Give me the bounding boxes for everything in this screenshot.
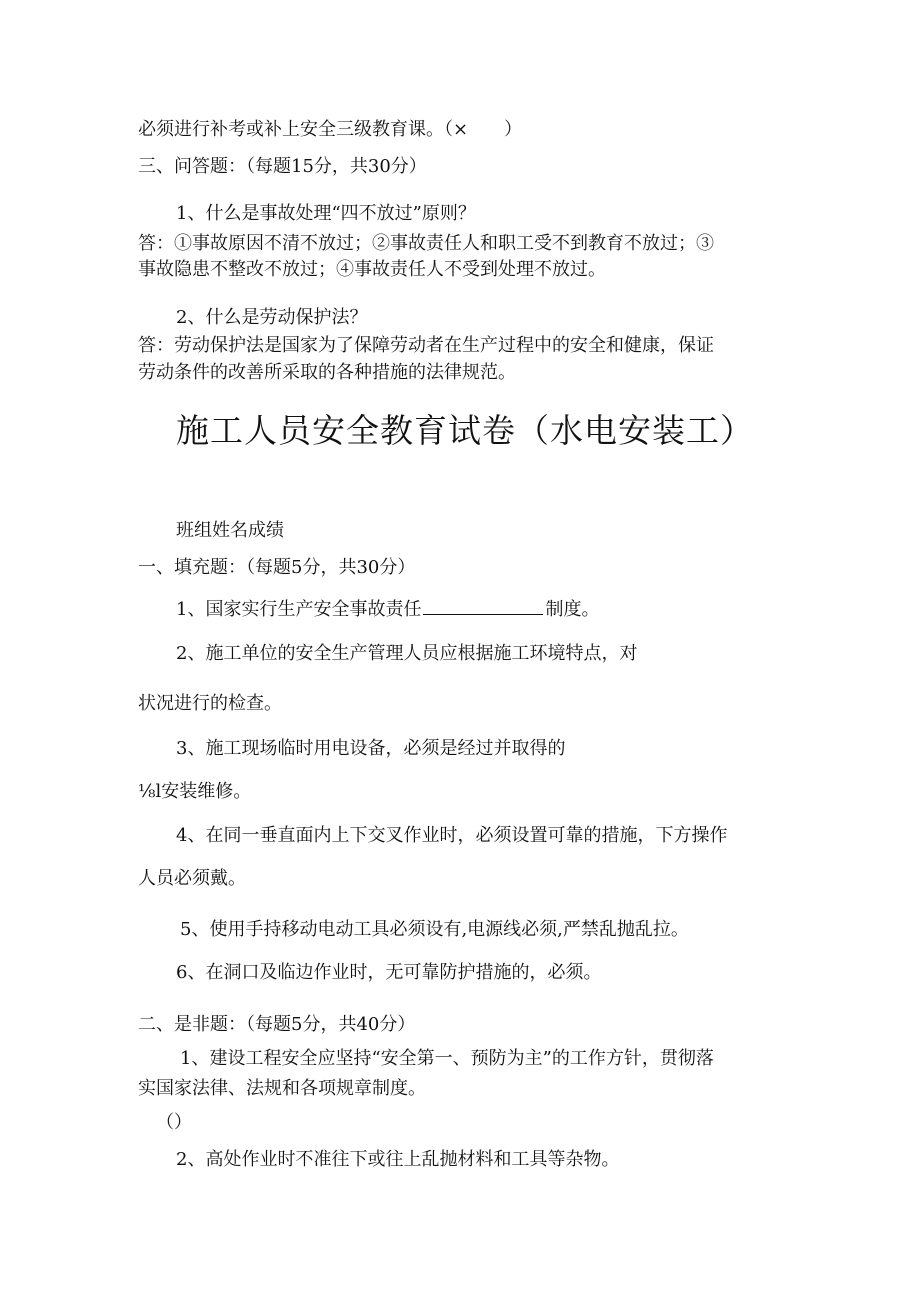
- true-false-question-1-line-1: 1、建设工程安全应坚持“安全第一、预防为主”的工作方针，贯彻落: [180, 1048, 714, 1069]
- section-three-heading: 三、问答题：（每题15分，共30分）: [138, 156, 427, 177]
- exam-title: 施工人员安全教育试卷（水电安装工）: [176, 411, 754, 450]
- question-2: 2、什么是劳动保护法？: [176, 307, 368, 328]
- true-false-question-2: 2、高处作业时不准往下或往上乱抛材料和工具等杂物。: [176, 1149, 620, 1170]
- answer-2-line-2: 劳动条件的改善所采取的各种措施的法律规范。: [138, 362, 516, 383]
- fill-question-6: 6、在洞口及临边作业时，无可靠防护措施的，必须。: [176, 962, 602, 983]
- answer-1-line-2: 事故隐患不整改不放过；④事故责任人不受到处理不放过。: [138, 259, 606, 280]
- fill-question-1-suffix: 制度。: [545, 599, 600, 620]
- fill-question-5: 5、使用手持移动电动工具必须设有,电源线必须,严禁乱抛乱拉。: [180, 919, 689, 940]
- class-name-score-line: 班组姓名成绩: [176, 520, 284, 541]
- answer-2-line-1: 答：劳动保护法是国家为了保障劳动者在生产过程中的安全和健康，保证: [138, 335, 714, 356]
- fill-question-4-line-2: 人员必须戴。: [138, 868, 246, 889]
- fill-question-1-text: 1、国家实行生产安全事故责任: [176, 599, 422, 620]
- question-1: 1、什么是事故处理“四不放过”原则？: [176, 203, 476, 224]
- fill-question-2-line-1: 2、施工单位的安全生产管理人员应根据施工环境特点，对: [176, 643, 638, 664]
- section-two-heading: 二、是非题：（每题5分，共40分）: [138, 1014, 416, 1035]
- answer-1-line-1: 答：①事故原因不清不放过；②事故责任人和职工受不到教育不放过；③: [138, 233, 714, 254]
- true-false-question-1-line-2: 实国家法律、法规和各项规章制度。: [138, 1078, 426, 1099]
- answer-parentheses: （）: [156, 1112, 192, 1133]
- section-one-heading: 一、填充题：（每题5分，共30分）: [138, 557, 416, 578]
- fill-question-2-line-2: 状况进行的检查。: [138, 693, 282, 714]
- fill-question-4-line-1: 4、在同一垂直面内上下交叉作业时，必须设置可靠的措施，下方操作: [176, 825, 728, 846]
- answer-blank[interactable]: [423, 598, 543, 615]
- fill-question-1: [176, 598, 599, 622]
- fill-question-3-line-1: 3、施工现场临时用电设备，必须是经过并取得的: [176, 738, 566, 759]
- makeup-exam-statement: 必须进行补考或补上安全三级教育课。（× ）: [138, 119, 523, 140]
- fill-question-3-line-2: ⅛l安装维修。: [138, 781, 252, 802]
